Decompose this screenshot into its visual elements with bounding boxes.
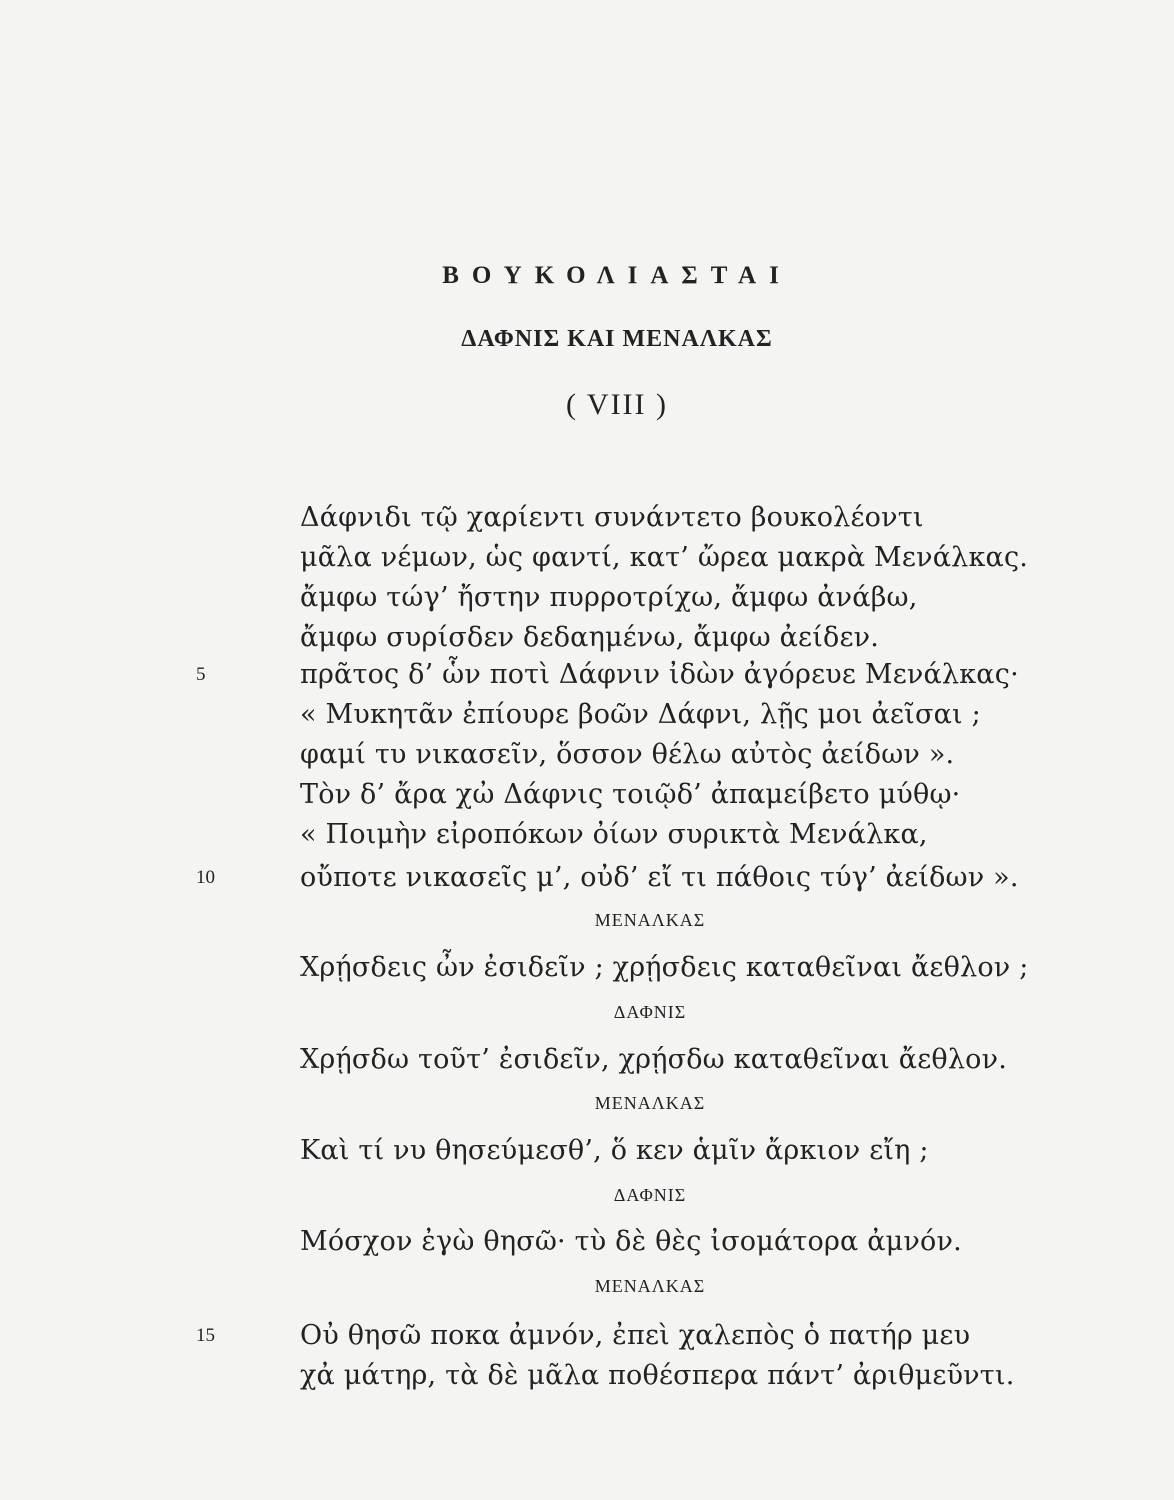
line-number: 10 <box>196 867 215 888</box>
verse-line: ἄμφω συρίσδεν δεδαημένω, ἄμφω ἀείδεν. <box>300 622 880 653</box>
verse-line: ἄμφω τώγ’ ἤστην πυρροτρίχω, ἄμφω ἀνάβω, <box>300 582 918 613</box>
verse-line: οὔποτε νικασεῖς μ’, οὐδ’ εἴ τι πάθοις τύγ’ ἀείδων ». <box>300 862 1019 893</box>
poem-title: ΒΟΥΚΟΛΙΑΣΤΑΙ <box>442 262 792 289</box>
idyll-number: ( VIII ) <box>565 388 669 421</box>
verse-line: Οὐ θησῶ ποκα ἀμνόν, ἐπεὶ χαλεπὸς ὁ πατήρ μευ <box>300 1320 971 1351</box>
verse-line: Χρῄσδεις ὦν ἐσιδεῖν ; χρῄσδεις καταθεῖναι ἄεθλον ; <box>300 952 1029 983</box>
verse-line: « Μυκητᾶν ἐπίουρε βοῶν Δάφνι, λῇς μοι ἀεῖσαι ; <box>300 699 981 730</box>
speaker-name: ΜΕΝΑΛΚΑΣ <box>594 1276 706 1296</box>
verse-line: Καὶ τί νυ θησεύμεσθ’, ὅ κεν ἁμῖν ἄρκιον εἴη ; <box>300 1135 929 1166</box>
verse-line: Χρῄσδω τοῦτ’ ἐσιδεῖν, χρῄσδω καταθεῖναι ἄεθλον. <box>300 1044 1008 1075</box>
verse-line: χἀ μάτηρ, τὰ δὲ μᾶλα ποθέσπερα πάντ’ ἀριθμεῦντι. <box>300 1360 1015 1391</box>
poem-subtitle: ΔΑΦΝΙΣ ΚΑΙ ΜΕΝΑΛΚΑΣ <box>461 326 773 352</box>
verse-line: Τὸν δ’ ἄρα χὠ Δάφνις τοιῷδ’ ἀπαμείβετο μύθῳ· <box>300 779 961 810</box>
line-number: 5 <box>196 664 206 685</box>
verse-line: Μόσχον ἐγὼ θησῶ· τὺ δὲ θὲς ἰσομάτορα ἀμνόν. <box>300 1226 962 1257</box>
verse-line: « Ποιμὴν εἰροπόκων ὀίων συρικτὰ Μενάλκα, <box>300 819 928 850</box>
line-number: 15 <box>196 1325 215 1346</box>
speaker-name: ΜΕΝΑΛΚΑΣ <box>594 1093 706 1113</box>
verse-line: φαμί τυ νικασεῖν, ὅσσον θέλω αὐτὸς ἀείδων ». <box>300 739 955 770</box>
verse-line: Δάφνιδι τῷ χαρίεντι συνάντετο βουκολέοντι <box>300 502 924 533</box>
speaker-name: ΔΑΦΝΙΣ <box>613 1185 687 1205</box>
speaker-name: ΔΑΦΝΙΣ <box>613 1002 687 1022</box>
speaker-name: ΜΕΝΑΛΚΑΣ <box>594 910 706 930</box>
verse-line: μᾶλα νέμων, ὡς φαντί, κατ’ ὤρεα μακρὰ Μενάλκας. <box>300 542 1029 573</box>
verse-line: πρᾶτος δ’ ὧν ποτὶ Δάφνιν ἰδὼν ἀγόρευε Μενάλκας· <box>300 659 1019 690</box>
